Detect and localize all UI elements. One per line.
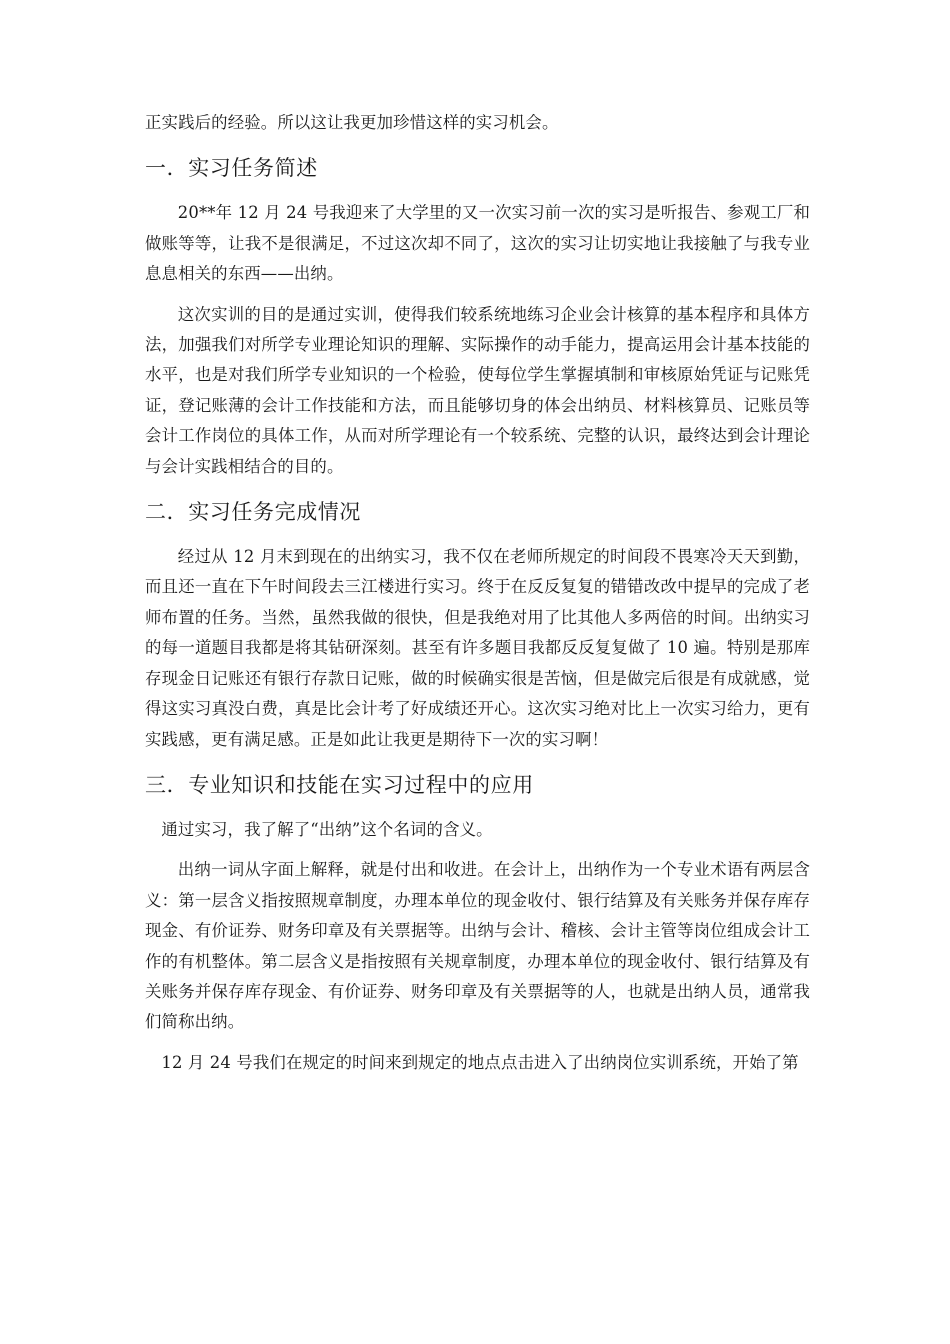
section-3-paragraph-1: 通过实习，我了解了“出纳”这个名词的含义。 bbox=[161, 819, 493, 839]
section-3-paragraph-2: 出纳一词从字面上解释，就是付出和收进。在会计上，出纳作为一个专业术语有两层含义：第一层含义指按照规章制度，办理本单位的现金收付、银行结算及有关账务并保存库存现金、有价证券、财务印章及有关票据等。出纳与会计、稽核、会计主管等岗位组成会计工作的有机整体。第二层含义是指按照有关规章制度，办理本单位的现金收付、银行结算及有关账务并保存库存现金、有价证券、财务印章及有关票据等的人，也就是出纳人员，通常我们简称出纳。 bbox=[145, 860, 810, 1032]
section-heading-1: 一．实习任务简述 bbox=[145, 156, 318, 181]
document-body bbox=[145, 108, 810, 1078]
section-heading-3: 三．专业知识和技能在实习过程中的应用 bbox=[145, 772, 534, 797]
section-1-paragraph-1: 20**年 12 月 24 号我迎来了大学里的又一次实习前一次的实习是听报告、参观工厂和做账等等，让我不是很满足，不过这次却不同了，这次的实习让切实地让我接触了与我专业息息相关的东西——出纳。 bbox=[145, 203, 810, 284]
opening-paragraph: 正实践后的经验。所以这让我更加珍惜这样的实习机会。 bbox=[145, 113, 559, 132]
section-1-paragraph-2: 这次实训的目的是通过实训，使得我们较系统地练习企业会计核算的基本程序和具体方法，加强我们对所学专业理论知识的理解、实际操作的动手能力，提高运用会计基本技能的水平，也是对我们所学专业知识的一个检验，使每位学生掌握填制和审核原始凭证与记账凭证，登记账薄的会计工作技能和方法，而且能够切身的体会出纳员、材料核算员、记账员等会计工作岗位的具体工作，从而对所学理论有一个较系统、完整的认识，最终达到会计理论与会计实践相结合的目的。 bbox=[145, 304, 810, 476]
section-2-paragraph-1: 经过从 12 月末到现在的出纳实习，我不仅在老师所规定的时间段不畏寒冷天天到勤，而且还一直在下午时间段去三江楼进行实习。终于在反反复复的错错改改中提早的完成了老师布置的任务。当然，虽然我做的很快，但是我绝对用了比其他人多两倍的时间。出纳实习的每一道题目我都是将其钻研深刻。甚至有许多题目我都反反复复做了 10 遍。特别是那库存现金日记账还有银行存款日记账，做的时候确实很是苦恼，但是做完后很是有成就感，觉得这实习真没白费，真是比会计考了好成绩还开心。这次实习绝对比上一次实习给力，更有实践感，更有满足感。正是如此让我更是期待下一次的实习啊！ bbox=[145, 547, 810, 749]
section-heading-2: 二．实习任务完成情况 bbox=[145, 500, 361, 525]
section-3-paragraph-3: 12 月 24 号我们在规定的时间来到规定的地点点击进入了出纳岗位实训系统，开始了第 bbox=[161, 1052, 799, 1072]
